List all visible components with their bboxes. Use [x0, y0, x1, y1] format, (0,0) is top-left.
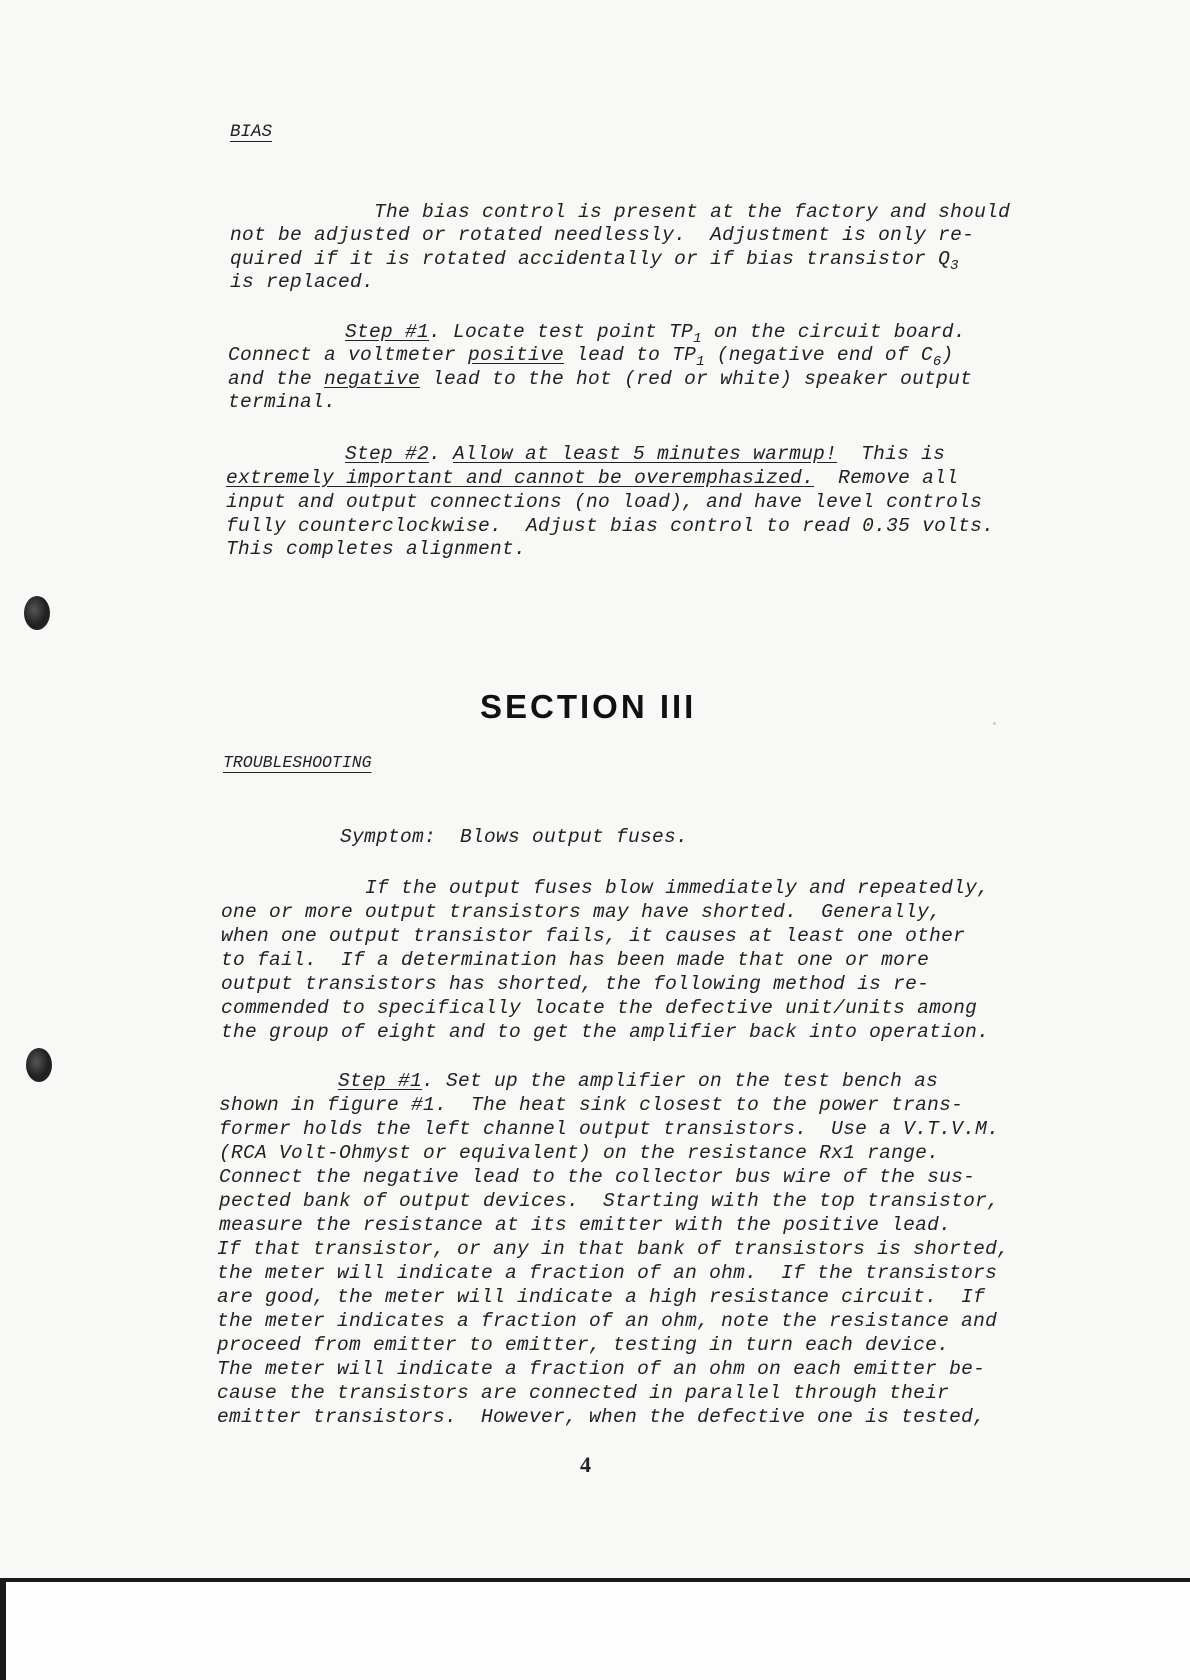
bias-intro-line: The bias control is present at the factory and should: [230, 201, 1011, 223]
punch-hole-upper: [24, 596, 50, 630]
troubleshoot-step1-line: If that transistor, or any in that bank of transistors is shorted,: [217, 1238, 1010, 1260]
troubleshoot-step1-line: proceed from emitter to emitter, testing in turn each device.: [217, 1334, 950, 1356]
bias-step2-line: input and output connections (no load), and have level controls: [226, 491, 983, 513]
scanner-background: [6, 1582, 1190, 1680]
tp1-subscript: 1: [693, 331, 702, 347]
troubleshoot-para-line: commended to specifically locate the defective unit/units among: [221, 997, 978, 1019]
troubleshoot-step1-line: Step #1. Set up the amplifier on the test bench as: [338, 1070, 939, 1092]
troubleshoot-step1-line: cause the transistors are connected in parallel through their: [217, 1382, 950, 1404]
negative-term: negative: [324, 368, 421, 390]
bias-intro-line: not be adjusted or rotated needlessly. Adjustment is only re-: [230, 224, 975, 246]
troubleshoot-para-line: output transistors has shorted, the following method is re-: [221, 973, 930, 995]
bias-step1-line: terminal.: [228, 391, 337, 413]
q3-subscript: 3: [950, 258, 959, 274]
troubleshoot-step1-line: the meter will indicate a fraction of an ohm. If the transistors: [217, 1262, 998, 1284]
tp1-subscript: 1: [696, 354, 705, 370]
troubleshoot-step1-line: (RCA Volt-Ohmyst or equivalent) on the resistance Rx1 range.: [219, 1142, 940, 1164]
troubleshoot-step1-line: measure the resistance at its emitter with the positive lead.: [219, 1214, 952, 1236]
troubleshoot-step1-line: former holds the left channel output transistors. Use a V.T.V.M.: [219, 1118, 1000, 1140]
troubleshooting-heading: TROUBLESHOOTING: [223, 753, 372, 772]
bias-step2-line: This completes alignment.: [226, 538, 527, 560]
page-number: 4: [580, 1452, 591, 1477]
step2-label: Step #2: [345, 443, 430, 465]
bias-heading: BIAS: [230, 122, 273, 142]
bias-step2-line: extremely important and cannot be overemphasized. Remove all: [226, 467, 959, 489]
section-title: SECTION III: [480, 688, 697, 725]
troubleshoot-para-line: If the output fuses blow immediately and repeatedly,: [221, 877, 990, 899]
bias-step1-line: Step #1. Locate test point $TP_1$ on the circuit board.: [345, 321, 966, 347]
bias-intro-line: is replaced.: [230, 271, 375, 293]
bias-step2-line: fully counterclockwise. Adjust bias control to read 0.35 volts.: [226, 515, 995, 537]
troubleshoot-para-line: to fail. If a determination has been made that one or more: [221, 949, 930, 971]
symptom-line: Symptom: Blows output fuses.: [340, 826, 689, 848]
positive-term: positive: [468, 344, 565, 366]
bias-intro-text: quired if it is rotated accidentally or if bias transistor Q: [230, 248, 951, 270]
troubleshoot-para-line: one or more output transistors may have shorted. Generally,: [221, 901, 942, 923]
troubleshoot-step1-line: shown in figure #1. The heat sink closest to the power trans-: [219, 1094, 964, 1116]
troubleshoot-step1-line: The meter will indicate a fraction of an ohm on each emitter be-: [217, 1358, 986, 1380]
troubleshoot-step1-line: pected bank of output devices. Starting with the top transistor,: [219, 1190, 1000, 1212]
troubleshoot-step1-line: are good, the meter will indicate a high resistance circuit. If: [217, 1286, 986, 1308]
c6-subscript: 6: [932, 354, 942, 370]
troubleshoot-step1-line: emitter transistors. However, when the defective one is tested,: [217, 1406, 986, 1428]
bias-step1-line: and the negative lead to the hot (red or white) speaker output: [228, 368, 973, 390]
troubleshoot-step1-line: Connect the negative lead to the collector bus wire of the sus-: [219, 1166, 976, 1188]
troubleshoot-step1-label: Step #1: [338, 1070, 423, 1092]
paper-speck: [993, 722, 996, 725]
punch-hole-lower: [26, 1048, 52, 1082]
step1-label: Step #1: [345, 321, 430, 343]
important-emphasis: extremely important and cannot be overemphasized.: [226, 467, 815, 489]
bias-step1-line: Connect a voltmeter positive lead to $TP_1$ (negative end of $C_6$): [228, 344, 954, 370]
bias-step2-line: Step #2. Allow at least 5 minutes warmup! This is: [345, 443, 946, 465]
troubleshoot-step1-line: the meter indicates a fraction of an ohm, note the resistance and: [217, 1310, 998, 1332]
troubleshoot-para-line: when one output transistor fails, it causes at least one other: [221, 925, 966, 947]
warmup-emphasis: Allow at least 5 minutes warmup!: [453, 443, 838, 465]
troubleshoot-para-line: the group of eight and to get the amplifier back into operation.: [221, 1021, 990, 1043]
